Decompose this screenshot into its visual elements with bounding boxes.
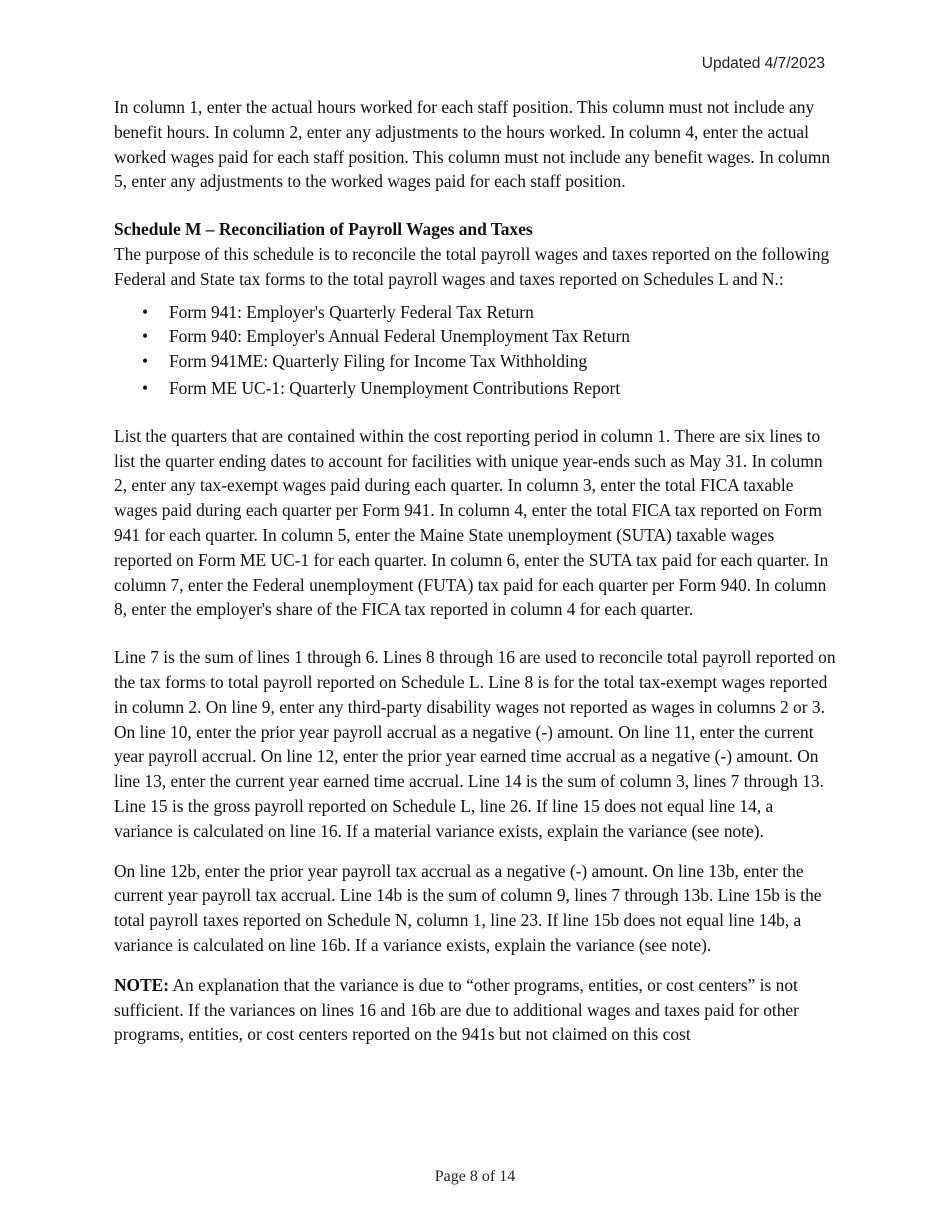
list-item-text: Form 941ME: Quarterly Filing for Income Tax Withholding	[169, 351, 588, 372]
list-item-text: Form ME UC-1: Quarterly Unemployment Contributions Report	[169, 377, 621, 398]
bullet-icon: •	[142, 301, 149, 322]
tax-forms-list	[114, 300, 836, 401]
paragraph-tax-reconciliation: On line 12b, enter the prior year payroll tax accrual as a negative (-) amount. On line 13b, enter the current year payroll tax accrual. Line 14b is the sum of column 9, lines 7 through 13b. Line 15b is the total payroll taxes reported on Schedule N, column 1, line 23. If line 15b does not equal line 14b, a variance is calculated on line 16b. If a variance exists, explain the variance (see note).	[114, 860, 822, 955]
section-heading-schedule-m: Schedule M – Reconciliation of Payroll Wages and Taxes	[114, 219, 533, 240]
bullet-icon: •	[142, 377, 149, 398]
note-label: NOTE:	[114, 974, 170, 995]
paragraph-note	[114, 973, 836, 1047]
list-item	[114, 300, 836, 325]
page-number: Page 8 of 14	[434, 1168, 516, 1185]
list-item-text: Form 940: Employer's Annual Federal Unemployment Tax Return	[169, 326, 630, 347]
list-item	[114, 349, 836, 374]
paragraph-line-reconciliation: Line 7 is the sum of lines 1 through 6. Lines 8 through 16 are used to reconcile total payroll reported on the tax forms to total payroll reported on Schedule L. Line 8 is for the total tax-exempt wages reported in column 2. On line 9, enter any third-party disability wages not reported as wages in columns 2 or 3. On line 10, enter the prior year payroll accrual as a negative (-) amount. On line 11, enter the current year payroll accrual. On line 12, enter the prior year earned time accrual as a negative (-) amount. On line 13, enter the current year earned time accrual. Line 14 is the sum of column 3, lines 7 through 13. Line 15 is the gross payroll reported on Schedule L, line 26. If line 15 does not equal line 14, a variance is calculated on line 16. If a material variance exists, explain the variance (see note).	[114, 647, 836, 841]
bullet-icon: •	[142, 351, 149, 372]
bullet-icon: •	[142, 326, 149, 347]
list-item	[114, 324, 836, 349]
updated-date: Updated 4/7/2023	[701, 55, 825, 72]
note-text: An explanation that the variance is due to “other programs, entities, or cost centers” is not sufficient. If the variances on lines 16 and 16b are due to additional wages and taxes paid for other programs, entities, or cost centers reported on the 941s but not claimed on this cost	[114, 974, 799, 1045]
list-item-text: Form 941: Employer's Quarterly Federal Tax Return	[169, 301, 534, 322]
paragraph-quarters: List the quarters that are contained within the cost reporting period in column 1. There are six lines to list the quarter ending dates to account for facilities with unique year-ends such as May 31. In column 2, enter any tax-exempt wages paid during each quarter. In column 3, enter the total FICA taxable wages paid during each quarter per Form 941. In column 4, enter the total FICA tax reported on Form 941 for each quarter. In column 5, enter the Maine State unemployment (SUTA) taxable wages reported on Form ME UC-1 for each quarter. In column 6, enter the SUTA tax paid for each quarter. In column 7, enter the Federal unemployment (FUTA) tax paid for each quarter per Form 940. In column 8, enter the employer's share of the FICA tax reported in column 4 for each quarter.	[114, 425, 829, 620]
document-body	[114, 95, 836, 1047]
list-item	[114, 376, 836, 401]
paragraph-schedule-purpose: The purpose of this schedule is to reconcile the total payroll wages and taxes reported on the following Federal and State tax forms to the total payroll wages and taxes reported on Schedules L and N.:	[114, 243, 830, 289]
paragraph-columns-instructions: In column 1, enter the actual hours worked for each staff position. This column must not include any benefit hours. In column 2, enter any adjustments to the hours worked. In column 4, enter the actual worked wages paid for each staff position. This column must not include any benefit wages. In column 5, enter any adjustments to the worked wages paid for each staff position.	[114, 97, 831, 192]
